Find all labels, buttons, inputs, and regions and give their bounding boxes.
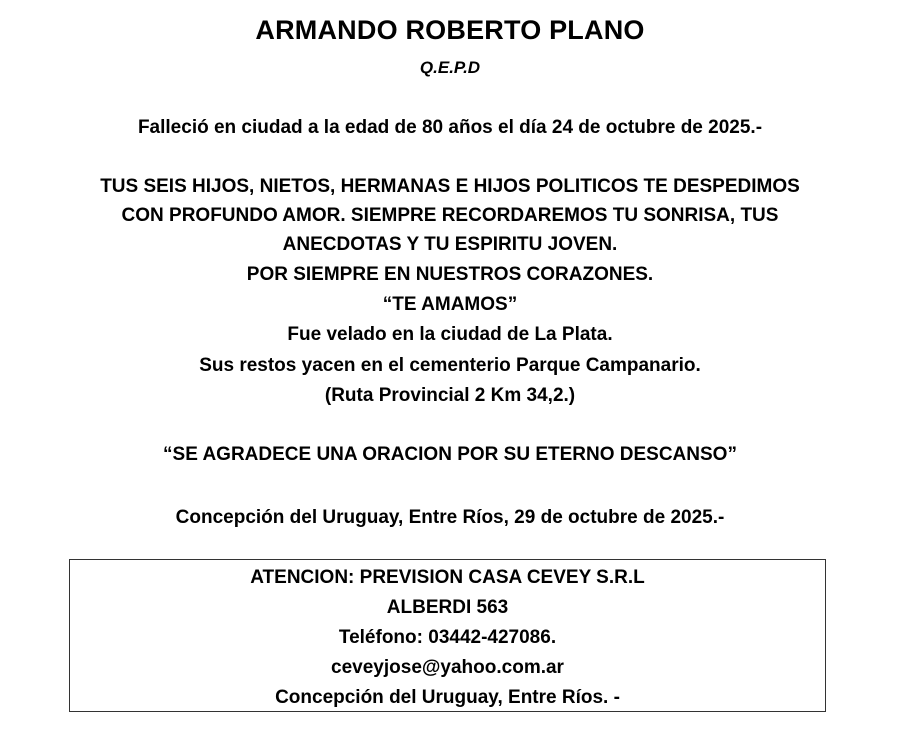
deceased-name: ARMANDO ROBERTO PLANO — [255, 15, 645, 45]
prayer-request: “SE AGRADECE UNA ORACION POR SU ETERNO DESCANSO” — [163, 444, 737, 465]
funeral-home-city: Concepción del Uruguay, Entre Ríos. - — [275, 687, 620, 708]
funeral-home-contact-box — [69, 559, 826, 712]
message-line: TUS SEIS HIJOS, NIETOS, HERMANAS E HIJOS POLITICOS TE DESPEDIMOS — [100, 176, 800, 197]
place-and-date: Concepción del Uruguay, Entre Ríos, 29 de octubre de 2025.- — [175, 507, 725, 528]
funeral-home-email: ceveyjose@yahoo.com.ar — [331, 657, 564, 678]
message-line: ANECDOTAS Y TU ESPIRITU JOVEN. — [282, 234, 618, 255]
message-line: Fue velado en la ciudad de La Plata. — [287, 324, 613, 345]
death-announcement: Falleció en ciudad a la edad de 80 años el día 24 de octubre de 2025.- — [137, 117, 763, 138]
funeral-home-address: ALBERDI 563 — [386, 597, 509, 618]
message-line: CON PROFUNDO AMOR. SIEMPRE RECORDAREMOS TU SONRISA, TUS — [121, 205, 779, 226]
funeral-home-name: ATENCION: PREVISION CASA CEVEY S.R.L — [250, 567, 645, 588]
qepd-label: Q.E.P.D — [419, 58, 481, 77]
message-line: “TE AMAMOS” — [382, 294, 518, 315]
message-line: (Ruta Provincial 2 Km 34,2.) — [324, 385, 576, 406]
funeral-home-phone: Teléfono: 03442-427086. — [338, 627, 557, 648]
message-line: Sus restos yacen en el cementerio Parque Campanario. — [199, 355, 701, 376]
message-line: POR SIEMPRE EN NUESTROS CORAZONES. — [246, 264, 654, 285]
